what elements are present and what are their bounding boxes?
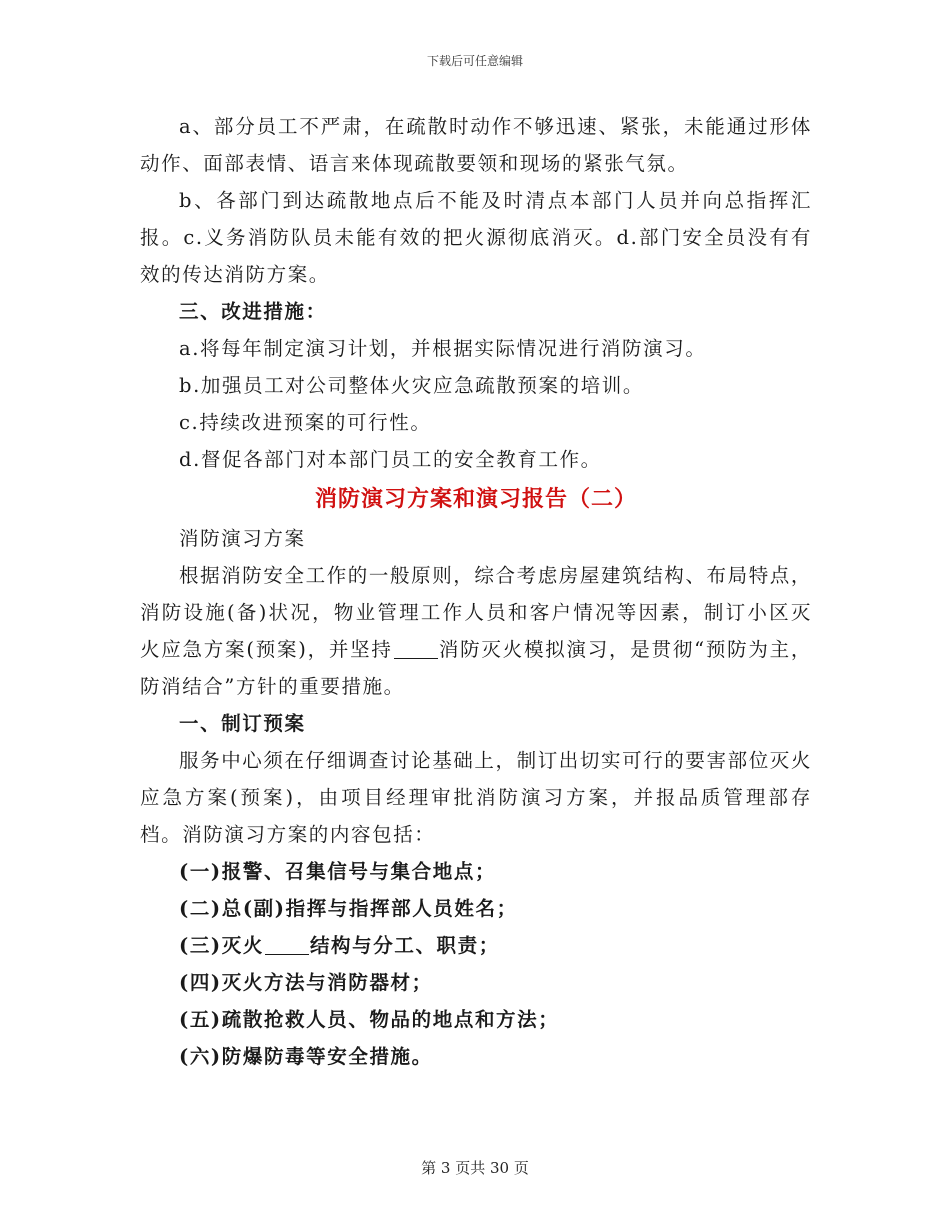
section-1-text: 服务中心须在仔细调查讨论基础上，制订出切实可行的要害部位灭火应急方案(预案)，由项目经理审批消防演习方案，并报品质管理部存档。消防演习方案的内容包括： [140, 749, 813, 846]
measure-a: a.将每年制定演习计划，并根据实际情况进行消防演习。 [179, 337, 707, 360]
intro-text-2: 消防灭火模拟演习，是贯彻“预防为主，防消结合”方针的重要措施。 [140, 638, 812, 698]
paragraph-a: a、部分员工不严肃，在疏散时动作不够迅速、紧张，未能通过形体动作、面部表情、语言来体现疏散要领和现场的紧张气氛。 [140, 115, 812, 175]
document-body [140, 108, 812, 1075]
measure-c: c.持续改进预案的可行性。 [179, 411, 432, 434]
intro-text-1: 根据消防安全工作的一般原则，综合考虑房屋建筑结构、布局特点，消防设施(备)状况，物业管理工作人员和客户情况等因素，制订小区灭火应急方案(预案)，并坚持 [140, 564, 813, 661]
item-3-text-1: (三)灭火 [179, 934, 264, 957]
document-title: 消防演习方案和演习报告（二） [314, 486, 637, 512]
list-item-5: (五)疏散抢救人员、物品的地点和方法； [179, 1008, 560, 1031]
list-item-4: (四)灭火方法与消防器材； [179, 971, 433, 994]
page-footer: 第 3 页共 30 页 [421, 1159, 529, 1177]
section-3-heading: 三、改进措施： [179, 300, 327, 323]
measure-d: d.督促各部门对本部门员工的安全教育工作。 [179, 448, 602, 471]
list-item-3 [140, 927, 812, 964]
page-header-note: 下载后可任意编辑 [426, 54, 523, 68]
measure-b: b.加强员工对公司整体火灾应急疏散预案的培训。 [179, 374, 644, 397]
fill-blank [394, 638, 438, 659]
intro-paragraph [140, 557, 812, 705]
section-1-heading: 一、制订预案 [179, 712, 306, 735]
subtitle: 消防演习方案 [179, 527, 306, 550]
list-item-2: (二)总(副)指挥与指挥部人员姓名； [179, 897, 518, 920]
list-item-1: (一)报警、召集信号与集合地点； [179, 860, 497, 883]
fill-blank [265, 934, 309, 955]
item-3-text-2: 结构与分工、职责； [309, 934, 500, 957]
paragraph-b: b、各部门到达疏散地点后不能及时清点本部门人员并向总指挥汇报。c.义务消防队员未能有效的把火源彻底消灭。d.部门安全员没有有效的传达消防方案。 [140, 189, 812, 286]
list-item-6: (六)防爆防毒等安全措施。 [179, 1045, 433, 1068]
